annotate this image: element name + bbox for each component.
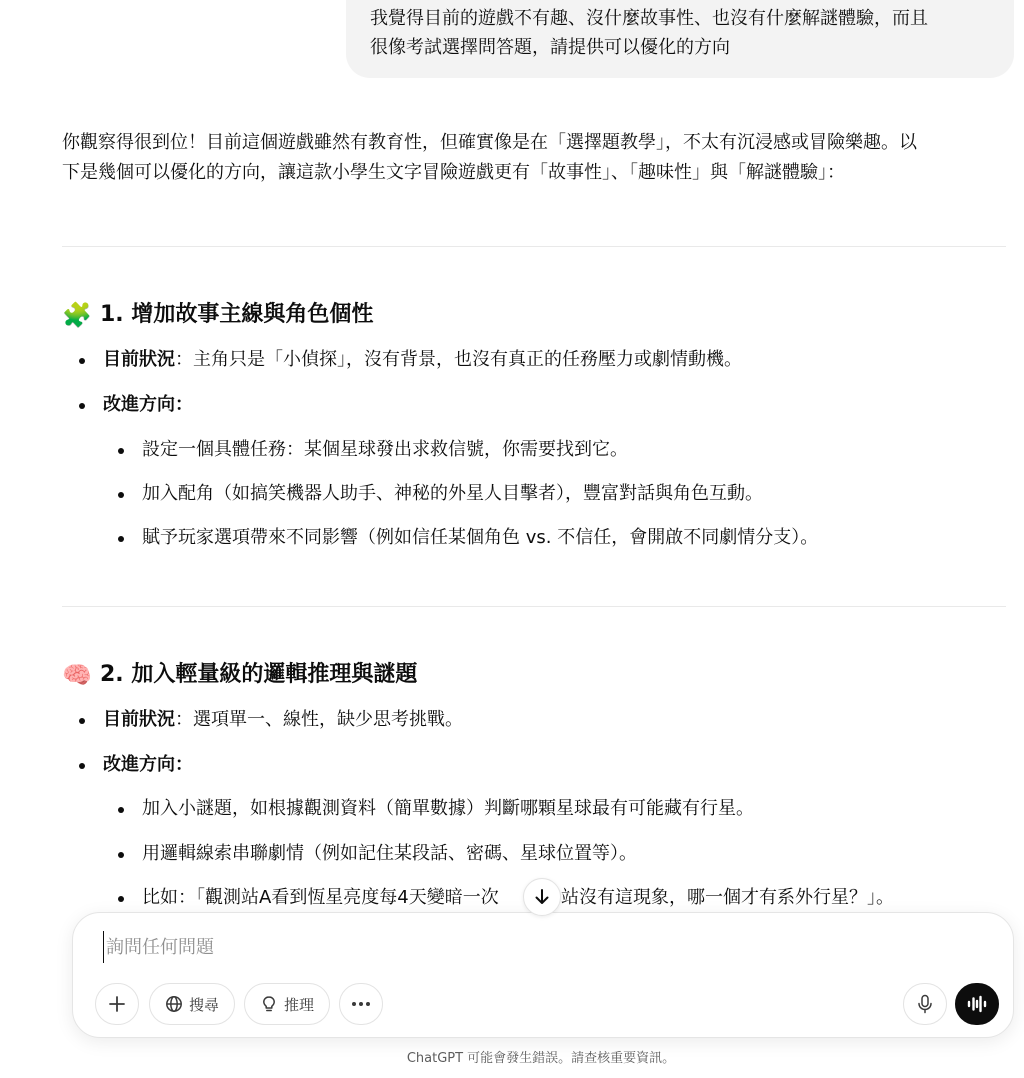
- improve-label: 改進方向: [103, 394, 175, 415]
- status-text: ：選項單一、線性，缺少思考挑戰。: [175, 709, 463, 730]
- list-item: [142, 795, 754, 823]
- status-text: ：主角只是「小偵探」，沒有背景，也沒有真正的任務壓力或劇情動機。: [175, 349, 742, 370]
- brain-icon: 🧠: [62, 661, 92, 689]
- attach-button[interactable]: [95, 983, 139, 1025]
- search-button[interactable]: [149, 983, 235, 1025]
- list-item-text: 設定一個具體任務：某個星球發出求救信號，你需要找到它。: [142, 439, 628, 460]
- voice-mode-button[interactable]: [955, 983, 999, 1025]
- dictate-button[interactable]: [903, 983, 947, 1025]
- list-item: [142, 524, 818, 552]
- lightbulb-icon: [260, 995, 278, 1013]
- list-item-text: 站沒有這現象，哪一個才有系外行星？」。: [561, 887, 894, 908]
- prompt-input[interactable]: [103, 931, 868, 963]
- bullet-dot: [79, 358, 85, 364]
- list-item: [103, 391, 193, 419]
- bullet-dot: [79, 403, 85, 409]
- globe-icon: [165, 995, 183, 1013]
- bullet-dot: [118, 492, 124, 498]
- list-item: [142, 840, 637, 868]
- list-item: [142, 884, 499, 912]
- list-item: [142, 436, 628, 464]
- puzzle-piece-icon: 🧩: [62, 301, 92, 329]
- disclaimer-note: ChatGPT 可能會發生錯誤。請查核重要資訊。: [406, 1051, 676, 1066]
- composer: [72, 912, 1014, 1038]
- more-tools-button[interactable]: [339, 983, 383, 1025]
- list-item-text: 比如：「觀測站A看到恆星亮度每4天變暗一次: [142, 887, 499, 908]
- reason-button-label: 推理: [283, 995, 314, 1014]
- arrow-down-icon: [533, 888, 551, 906]
- user-message-bubble: [346, 0, 1014, 78]
- intro-line: 你觀察得很到位！目前這個遊戲雖然有教育性，但確實像是在「選擇題教學」，不太有沉浸感或冒險樂趣。以: [62, 132, 917, 153]
- search-button-label: 搜尋: [188, 995, 219, 1014]
- user-message-line: 我覺得目前的遊戲不有趣、沒什麼故事性、也沒有什麼解謎體驗，而且: [370, 8, 928, 29]
- bullet-dot: [118, 807, 124, 813]
- improve-label: 改進方向: [103, 754, 175, 775]
- divider: [62, 606, 1006, 607]
- status-label: 目前狀況: [103, 349, 175, 370]
- plus-icon: [108, 995, 126, 1013]
- user-message-line: 很像考試選擇問答題，請提供可以優化的方向: [370, 37, 730, 58]
- intro-line: 下是幾個可以優化的方向，讓這款小學生文字冒險遊戲更有「故事性」、「趣味性」與「解謎體驗」：: [62, 162, 845, 183]
- voice-waveform-icon: [966, 995, 988, 1013]
- assistant-intro: [62, 128, 1012, 188]
- list-item-text: 用邏輯線索串聯劇情（例如記住某段話、密碼、星球位置等）。: [142, 843, 637, 864]
- improve-colon: ：: [175, 754, 193, 775]
- divider: [62, 246, 1006, 247]
- section-heading: [62, 300, 373, 330]
- list-item-text: 加入配角（如搞笑機器人助手、神秘的外星人目擊者），豐富對話與角色互動。: [142, 483, 763, 504]
- list-item-text: 賦予玩家選項帶來不同影響（例如信任某個角色 vs. 不信任，會開啟不同劇情分支）。: [142, 527, 819, 548]
- bullet-dot: [118, 896, 124, 902]
- section-heading: [62, 660, 417, 690]
- microphone-icon: [917, 994, 933, 1014]
- list-item: [103, 751, 193, 779]
- bullet-dot: [118, 536, 124, 542]
- list-item: [142, 480, 763, 508]
- section-title: 1. 增加故事主線與角色個性: [100, 302, 374, 327]
- bullet-dot: [79, 763, 85, 769]
- list-item: [103, 346, 742, 374]
- improve-colon: ：: [175, 394, 193, 415]
- reason-button[interactable]: [244, 983, 330, 1025]
- status-label: 目前狀況: [103, 709, 175, 730]
- bullet-dot: [118, 448, 124, 454]
- list-item-continuation: [561, 884, 894, 912]
- more-horizontal-icon: [351, 1001, 371, 1007]
- scroll-to-bottom-button[interactable]: [523, 878, 561, 916]
- list-item: [103, 706, 463, 734]
- section-title: 2. 加入輕量級的邏輯推理與謎題: [100, 662, 418, 687]
- bullet-dot: [118, 852, 124, 858]
- bullet-dot: [79, 718, 85, 724]
- list-item-text: 加入小謎題，如根據觀測資料（簡單數據）判斷哪顆星球最有可能藏有行星。: [142, 798, 754, 819]
